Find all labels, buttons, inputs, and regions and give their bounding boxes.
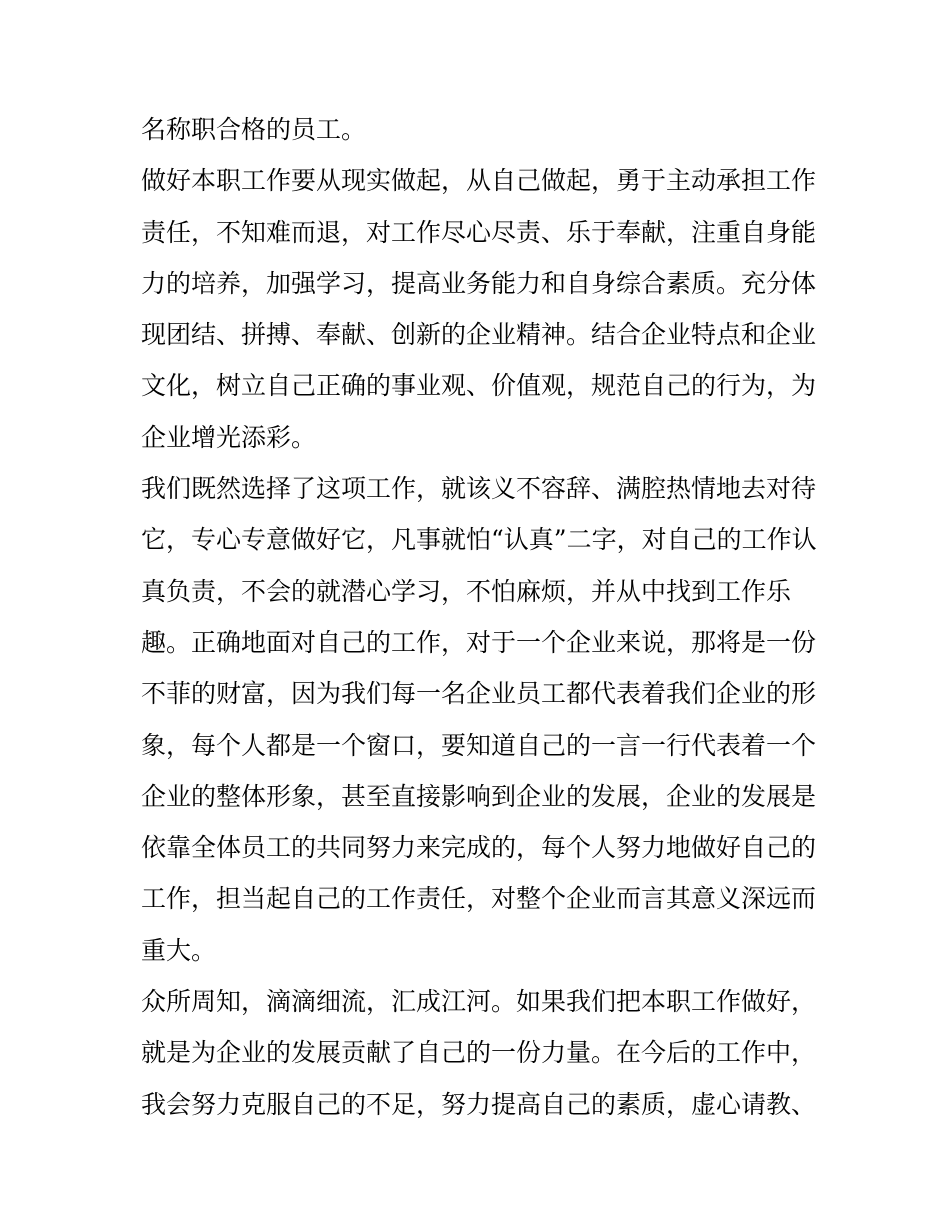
text-line: 力的培养，加强学习，提高业务能力和自身综合素质。充分体 <box>141 268 817 298</box>
text-line: 它，专心专意做好它，凡事就怕“认真”二字，对自己的工作认 <box>141 525 817 555</box>
text-line: 趣。正确地面对自己的工作，对于一个企业来说，那将是一份 <box>141 627 817 657</box>
text-line: 就是为企业的发展贡献了自己的一份力量。在今后的工作中， <box>141 1038 817 1068</box>
text-line: 我会努力克服自己的不足，努力提高自己的素质，虚心请教、 <box>141 1089 817 1119</box>
text-line: 我们既然选择了这项工作，就该义不容辞、满腔热情地去对待 <box>141 474 817 504</box>
text-line: 重大。 <box>141 935 217 965</box>
text-line: 象，每个人都是一个窗口，要知道自己的一言一行代表着一个 <box>141 730 817 760</box>
text-line: 依靠全体员工的共同努力来完成的，每个人努力地做好自己的 <box>141 833 817 863</box>
text-line: 现团结、拼搏、奉献、创新的企业精神。结合企业特点和企业 <box>141 320 817 350</box>
text-line: 企业的整体形象，甚至直接影响到企业的发展，企业的发展是 <box>141 781 817 811</box>
text-line: 不菲的财富，因为我们每一名企业员工都代表着我们企业的形 <box>141 679 817 709</box>
body-text <box>141 104 821 1130</box>
text-line: 文化，树立自己正确的事业观、价值观，规范自己的行为，为 <box>141 371 817 401</box>
text-line: 名称职合格的员工。 <box>141 115 367 144</box>
text-line: 做好本职工作要从现实做起，从自己做起，勇于主动承担工作 <box>141 166 817 196</box>
text-line: 工作，担当起自己的工作责任，对整个企业而言其意义深远而 <box>141 884 817 914</box>
text-line: 企业增光添彩。 <box>141 422 317 452</box>
text-line: 责任，不知难而退，对工作尽心尽责、乐于奉献，注重自身能 <box>141 217 817 247</box>
text-line: 众所周知，滴滴细流，汇成江河。如果我们把本职工作做好， <box>141 987 817 1017</box>
text-line: 真负责，不会的就潜心学习，不怕麻烦，并从中找到工作乐 <box>141 576 792 606</box>
